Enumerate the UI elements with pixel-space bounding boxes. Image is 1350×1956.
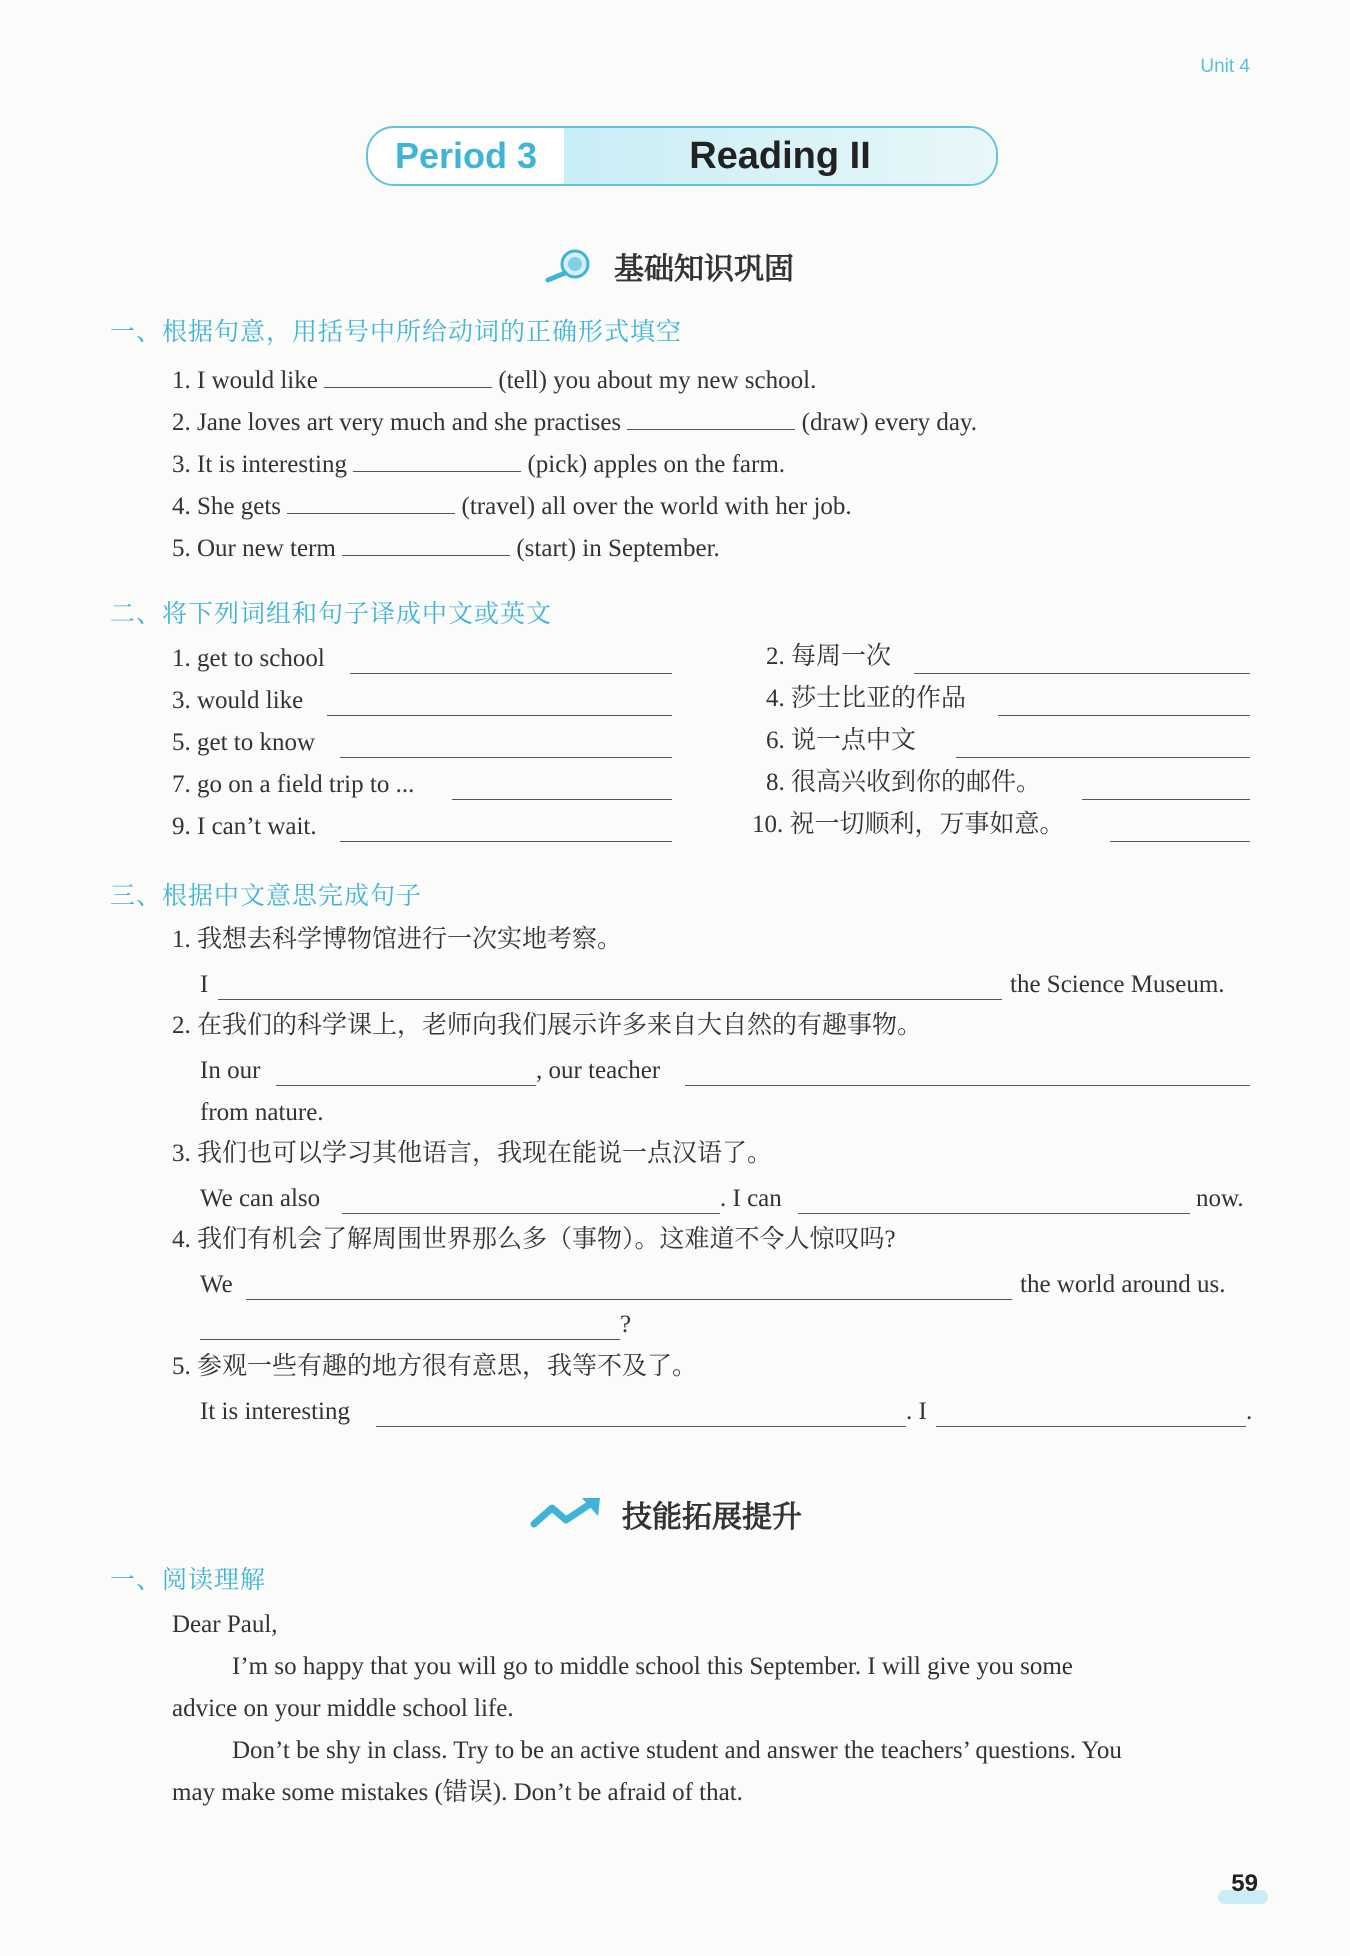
answer-blank[interactable] <box>956 757 1250 758</box>
q1-chinese: 1. 我想去科学博物馆进行一次实地考察。 <box>172 926 623 953</box>
q2-middle: , our teacher <box>536 1057 661 1084</box>
letter-p2-line1: Don’t be shy in class. Try to be an active student and answer the teachers’ questions. You <box>232 1737 1122 1764</box>
answer-blank[interactable] <box>342 1213 720 1214</box>
reading-title: 一、阅读理解 <box>110 1565 267 1594</box>
q2-end: from nature. <box>200 1099 324 1126</box>
answer-blank[interactable] <box>342 533 510 556</box>
translate-right-1: 2. 每周一次 <box>766 643 892 670</box>
answer-blank[interactable] <box>452 799 672 800</box>
section-skill-heading <box>530 1492 802 1536</box>
translate-right-5: 10. 祝一切顺利，万事如意。 <box>752 811 1065 838</box>
translate-left-3: 5. get to know <box>172 729 316 756</box>
q3-end: now. <box>1196 1185 1244 1212</box>
translate-left-2: 3. would like <box>172 687 304 714</box>
translate-right-3: 6. 说一点中文 <box>766 727 917 754</box>
item-text: (pick) apples on the farm. <box>527 451 786 478</box>
fill-item-4 <box>172 491 852 519</box>
section-basic-heading <box>540 244 794 288</box>
letter-greeting: Dear Paul, <box>172 1611 278 1638</box>
q5-end: . <box>1246 1398 1253 1425</box>
translate-right-4: 8. 很高兴收到你的邮件。 <box>766 769 1042 796</box>
q1-start: I <box>200 971 209 998</box>
item-text: (tell) you about my new school. <box>498 367 817 394</box>
fill-item-1 <box>172 365 816 393</box>
answer-blank[interactable] <box>914 673 1250 674</box>
answer-blank[interactable] <box>376 1426 906 1427</box>
magnifier-icon <box>540 248 596 284</box>
answer-blank[interactable] <box>1110 841 1250 842</box>
lesson-title: Reading II <box>564 128 996 184</box>
fill-item-5 <box>172 533 720 561</box>
item-text: 2. Jane loves art very much and she practises <box>172 409 622 436</box>
answer-blank[interactable] <box>627 407 795 430</box>
translate-right-2: 4. 莎士比亚的作品 <box>766 685 967 712</box>
page-number: 59 <box>1231 1870 1258 1897</box>
translate-left-4: 7. go on a field trip to ... <box>172 771 415 798</box>
item-text: (draw) every day. <box>801 409 978 436</box>
item-text: 4. She gets <box>172 493 282 520</box>
answer-blank[interactable] <box>327 715 672 716</box>
letter-p2-line2: may make some mistakes (错误). Don’t be afraid of that. <box>172 1779 743 1806</box>
answer-blank[interactable] <box>340 841 672 842</box>
translate-left-1: 1. get to school <box>172 645 325 672</box>
period-banner <box>366 126 998 186</box>
item-text: 1. I would like <box>172 367 318 394</box>
letter-p1-line2: advice on your middle school life. <box>172 1695 514 1722</box>
answer-blank[interactable] <box>353 449 521 472</box>
item-text: 3. It is interesting <box>172 451 347 478</box>
answer-blank[interactable] <box>998 715 1250 716</box>
letter-p1-line1: I’m so happy that you will go to middle school this September. I will give you some <box>232 1653 1073 1680</box>
item-text: (start) in September. <box>516 535 720 562</box>
q3-chinese: 3. 我们也可以学习其他语言，我现在能说一点汉语了。 <box>172 1140 773 1167</box>
part3-title: 三、根据中文意思完成句子 <box>110 881 423 910</box>
answer-blank[interactable] <box>324 365 492 388</box>
answer-blank[interactable] <box>340 757 672 758</box>
part2-title: 二、将下列词组和句子译成中文或英文 <box>110 599 553 628</box>
q4-start: We <box>200 1271 233 1298</box>
answer-blank[interactable] <box>200 1339 620 1340</box>
q4-end: the world around us. <box>1020 1271 1226 1298</box>
q5-middle: . I <box>906 1398 927 1425</box>
answer-blank[interactable] <box>798 1213 1190 1214</box>
answer-blank[interactable] <box>1082 799 1250 800</box>
q3-middle: . I can <box>720 1185 782 1212</box>
answer-blank[interactable] <box>685 1085 1250 1086</box>
q4-question-mark: ? <box>620 1311 632 1338</box>
answer-blank[interactable] <box>936 1426 1246 1427</box>
answer-blank[interactable] <box>287 491 455 514</box>
q2-chinese: 2. 在我们的科学课上，老师向我们展示许多来自大自然的有趣事物。 <box>172 1012 923 1039</box>
q4-chinese: 4. 我们有机会了解周围世界那么多（事物）。这难道不令人惊叹吗? <box>172 1226 896 1253</box>
q1-end: the Science Museum. <box>1010 971 1225 998</box>
answer-blank[interactable] <box>246 1299 1012 1300</box>
translate-left-5: 9. I can’t wait. <box>172 813 317 840</box>
period-label: Period 3 <box>394 135 538 176</box>
answer-blank[interactable] <box>276 1085 536 1086</box>
part1-title: 一、根据句意，用括号中所给动词的正确形式填空 <box>110 317 683 346</box>
q3-start: We can also <box>200 1185 321 1212</box>
trend-arrow-icon <box>530 1496 604 1532</box>
unit-label: Unit 4 <box>1200 56 1250 77</box>
item-text: 5. Our new term <box>172 535 336 562</box>
section-basic-title: 基础知识巩固 <box>614 252 794 287</box>
section-skill-title: 技能拓展提升 <box>622 1500 802 1535</box>
q5-chinese: 5. 参观一些有趣的地方很有意思，我等不及了。 <box>172 1353 698 1380</box>
answer-blank[interactable] <box>218 999 1002 1000</box>
q5-start: It is interesting <box>200 1398 350 1425</box>
q2-start: In our <box>200 1057 261 1084</box>
item-text: (travel) all over the world with her job. <box>461 493 852 520</box>
fill-item-3 <box>172 449 785 477</box>
fill-item-2 <box>172 407 977 435</box>
answer-blank[interactable] <box>350 673 672 674</box>
